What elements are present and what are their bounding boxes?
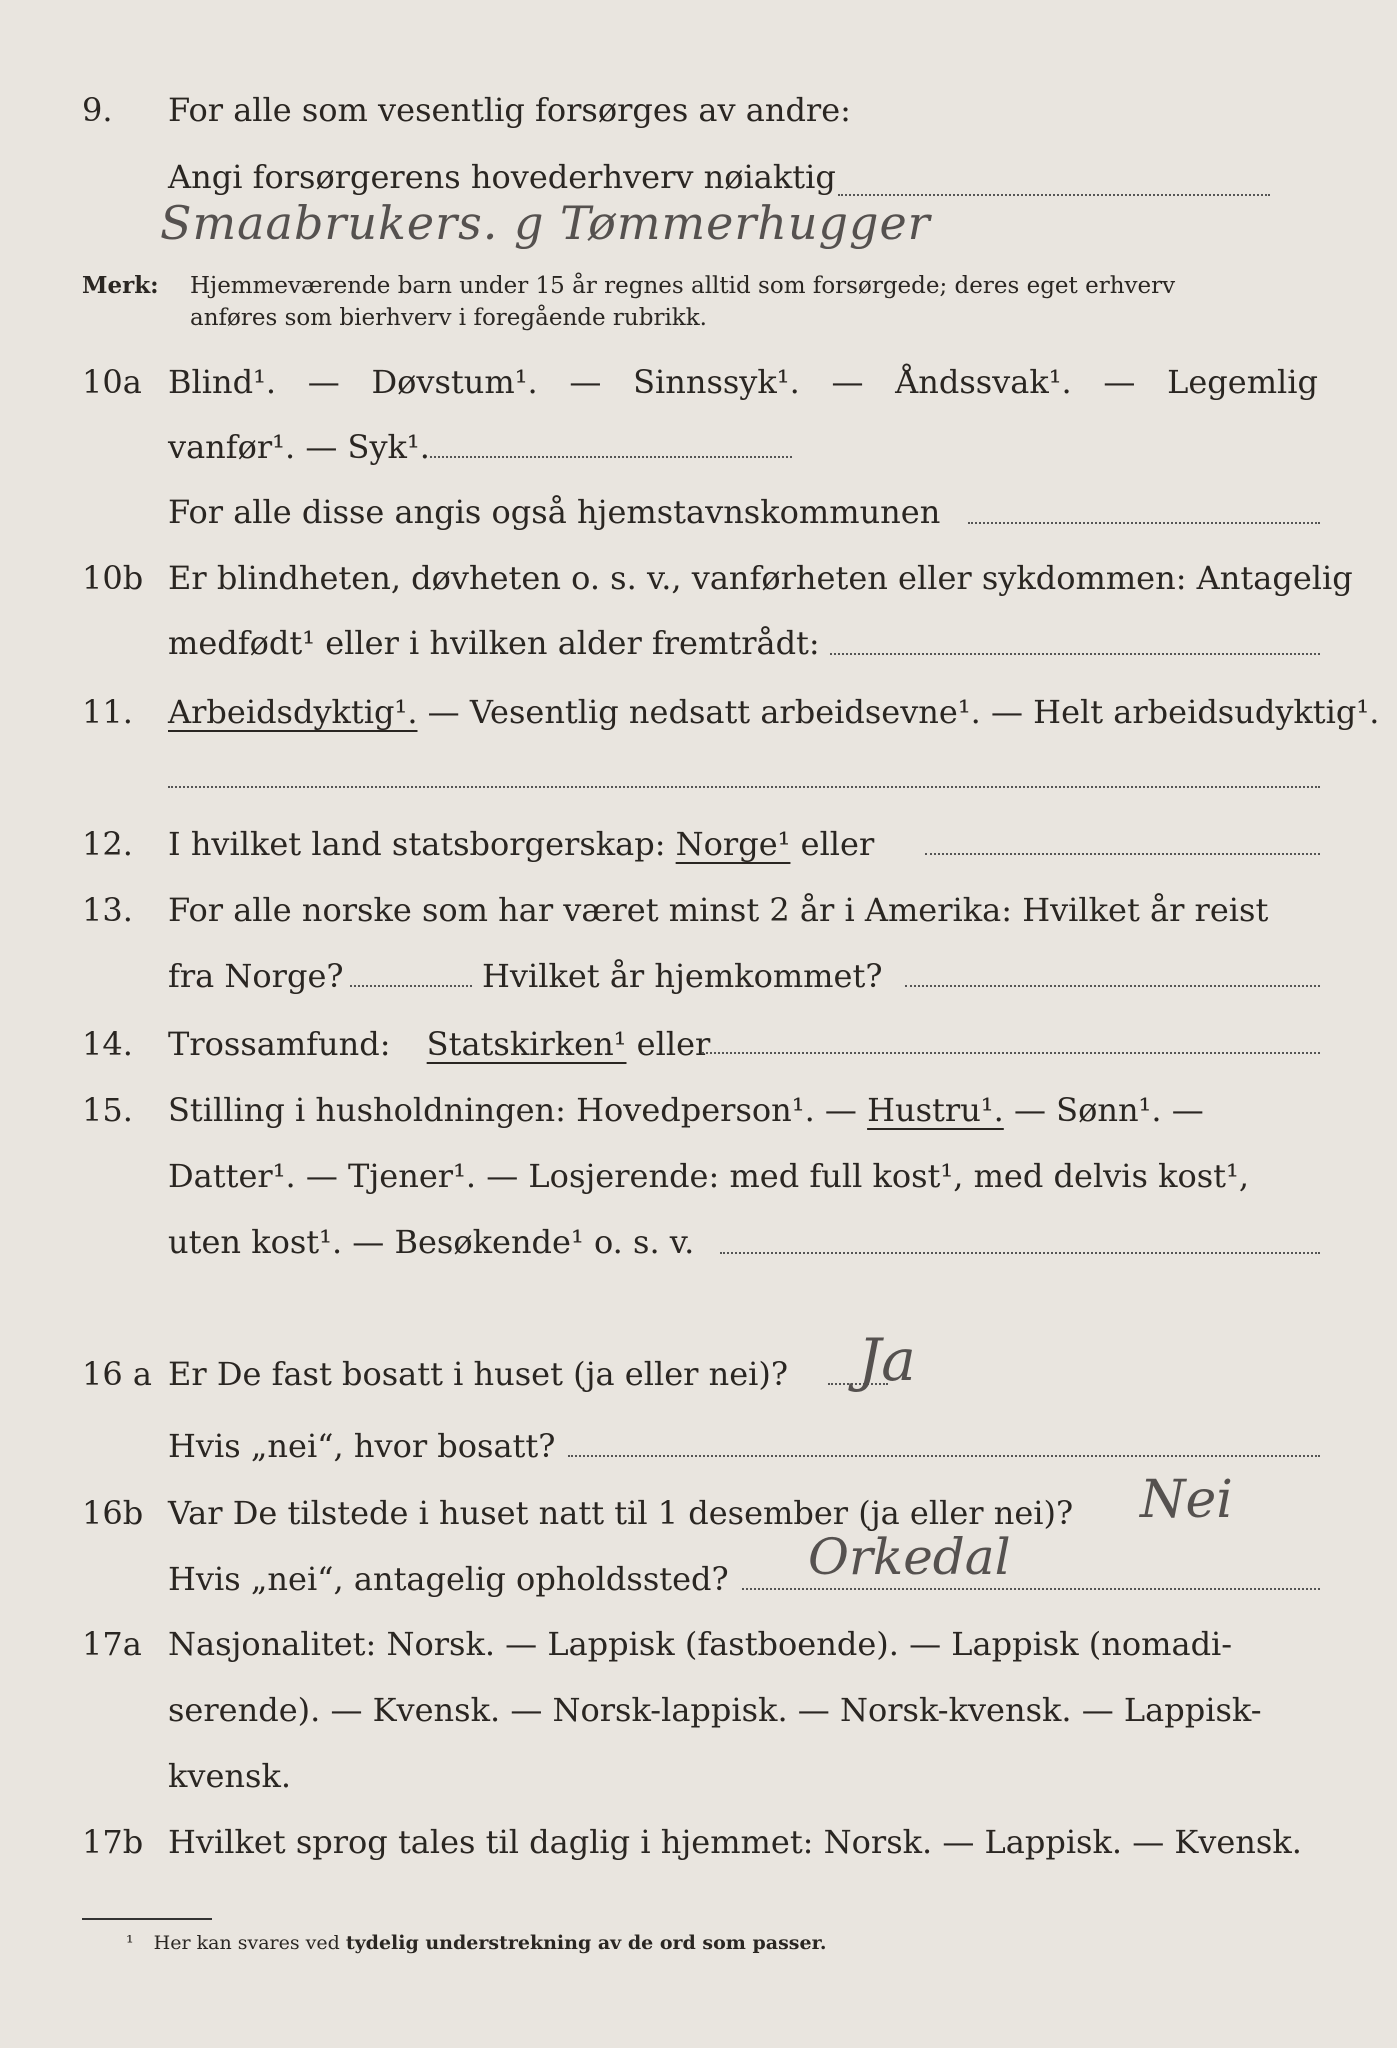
q12-eller: eller <box>800 825 875 863</box>
q9-handwritten-answer: Smaabrukers. g Tømmerhugger <box>160 196 931 250</box>
footnote-text: Her kan svares ved <box>153 1932 340 1954</box>
q17b-text1: Hvilket sprog tales til daglig i hjemmet: Norsk. — Lappisk. — Kvensk. <box>168 1823 1302 1861</box>
q12-text <box>168 824 874 864</box>
q17a-text3: kvensk. <box>168 1757 291 1795</box>
q9-text2: Angi forsørgerens hovederhverv nøiaktig <box>168 158 836 196</box>
merk-label: Merk: <box>82 272 159 299</box>
q17b-number: 17b <box>82 1823 144 1861</box>
q12-dotted-line <box>925 853 1320 855</box>
q10a-dotted-line-2 <box>968 522 1320 524</box>
q16a-text2: Hvis „nei“, hvor bosatt? <box>168 1427 556 1465</box>
option-andssvak: Åndssvak¹. <box>895 363 1072 401</box>
q16b-number: 16b <box>82 1494 144 1532</box>
q11-underlined-option: Arbeidsdyktig¹. <box>168 693 418 731</box>
q16b-dotted-line <box>742 1588 1320 1590</box>
q15-dotted-line <box>720 1252 1320 1254</box>
q10b-text2: medfødt¹ eller i hvilken alder fremtrådt: <box>168 624 820 662</box>
q10b-number: 10b <box>82 559 144 597</box>
q10b-dotted-line <box>830 653 1320 655</box>
q11-dotted-line <box>168 786 1320 788</box>
q16a-text1: Er De fast bosatt i huset (ja eller nei)? <box>168 1355 789 1393</box>
q10a-options <box>168 362 1318 402</box>
option-legemlig: Legemlig <box>1167 363 1318 401</box>
dash: — <box>1103 363 1136 401</box>
q13-text2b: Hvilket år hjemkommet? <box>482 957 883 995</box>
q10a-number: 10a <box>82 363 142 401</box>
q12-underlined-answer: Norge¹ <box>675 825 791 863</box>
option-sinnssyk: Sinnssyk¹. <box>633 363 800 401</box>
q15-text1 <box>168 1090 1204 1130</box>
q16a-handwritten-answer: Ja <box>858 1326 916 1394</box>
q14-underlined-answer: Statskirken¹ <box>426 1025 627 1063</box>
q13-dotted-line-1 <box>350 985 472 987</box>
q9-text1: For alle som vesentlig forsørges av andre: <box>168 91 851 129</box>
q13-text1: For alle norske som har været minst 2 år i Amerika: Hvilket år reist <box>168 891 1269 929</box>
dash: — <box>307 363 340 401</box>
q13-number: 13. <box>82 891 133 929</box>
footnote-rule <box>82 1918 212 1920</box>
q16b-text1: Var De tilstede i huset natt til 1 desember (ja eller nei)? <box>168 1494 1074 1532</box>
footnote <box>126 1930 826 1956</box>
q15-text1a: Stilling i husholdningen: Hovedperson¹. — <box>168 1091 857 1129</box>
q16b-handwritten-answer-1: Nei <box>1140 1470 1233 1530</box>
q14-question: Trossamfund: <box>168 1025 391 1063</box>
q14-number: 14. <box>82 1025 133 1063</box>
footnote-text-bold: tydelig understrekning av de ord som passer. <box>345 1932 827 1954</box>
q12-number: 12. <box>82 825 133 863</box>
q17a-number: 17a <box>82 1625 142 1663</box>
merk-text2: anføres som bierhverv i foregående rubrikk. <box>190 305 707 331</box>
q16b-handwritten-answer-2: Orkedal <box>808 1528 1011 1586</box>
q13-text2a: fra Norge? <box>168 957 344 995</box>
q15-underlined-answer: Hustru¹. <box>867 1091 1004 1129</box>
q11-options <box>168 692 1379 732</box>
q9-number: 9. <box>82 91 113 129</box>
q15-text1b: — Sønn¹. — <box>1013 1091 1204 1129</box>
q12-question: I hvilket land statsborgerskap: <box>168 825 666 863</box>
q15-text3: uten kost¹. — Besøkende¹ o. s. v. <box>168 1223 695 1261</box>
q17a-text2: serende). — Kvensk. — Norsk-lappisk. — Norsk-kvensk. — Lappisk- <box>168 1691 1262 1729</box>
q17a-text1: Nasjonalitet: Norsk. — Lappisk (fastboende). — Lappisk (nomadi- <box>168 1625 1233 1663</box>
q14-eller: eller <box>636 1025 711 1063</box>
q13-dotted-line-2 <box>905 985 1320 987</box>
q10a-text3: For alle disse angis også hjemstavnskommunen <box>168 493 941 531</box>
q14-dotted-line <box>702 1052 1320 1054</box>
dash: — <box>831 363 864 401</box>
q16b-text2: Hvis „nei“, antagelig opholdssted? <box>168 1560 729 1598</box>
option-dovstum: Døvstum¹. <box>371 363 538 401</box>
merk-text1: Hjemmeværende barn under 15 år regnes alltid som forsørgede; deres eget erhverv <box>190 273 1176 299</box>
footnote-mark: ¹ <box>126 1932 134 1954</box>
option-blind: Blind¹. <box>168 363 277 401</box>
q11-rest: — Vesentlig nedsatt arbeidsevne¹. — Helt arbeidsudyktig¹. <box>427 693 1380 731</box>
q16a-number: 16 a <box>82 1355 152 1393</box>
q10a-text2: vanfør¹. — Syk¹. <box>168 428 430 466</box>
q10a-dotted-line <box>430 456 792 458</box>
q10b-text1: Er blindheten, døvheten o. s. v., vanførheten eller sykdommen: Antagelig <box>168 559 1353 597</box>
q15-number: 15. <box>82 1091 133 1129</box>
q14-text <box>168 1024 710 1064</box>
q15-text2: Datter¹. — Tjener¹. — Losjerende: med full kost¹, med delvis kost¹, <box>168 1157 1250 1195</box>
dash: — <box>569 363 602 401</box>
q16a-dotted-line-2 <box>568 1455 1320 1457</box>
q11-number: 11. <box>82 693 133 731</box>
